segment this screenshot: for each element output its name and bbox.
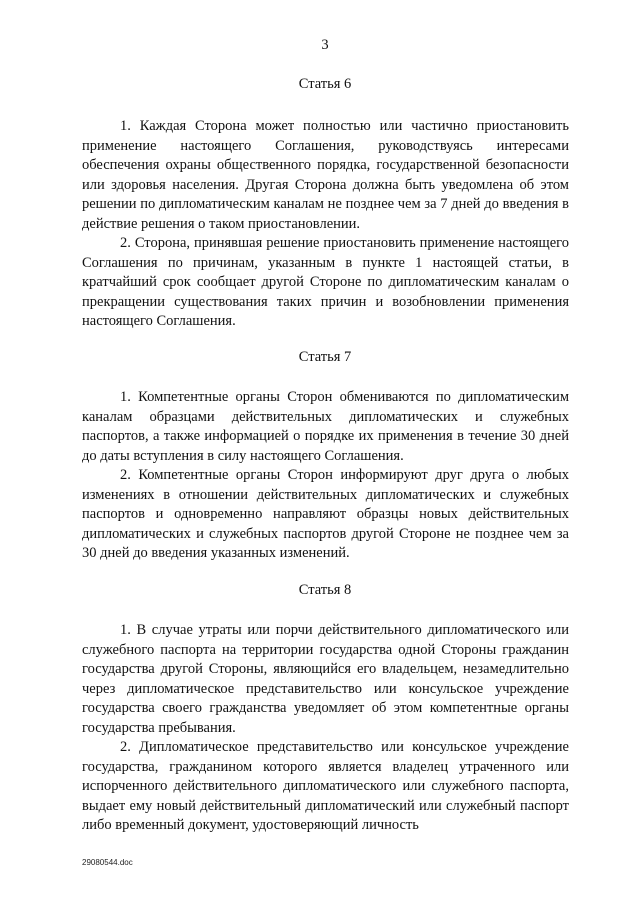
- article-6-paragraph-1: 1. Каждая Сторона может полностью или частично приостановить применение настоящего Соглашения, руководствуясь интересами обеспечения охраны общественного порядка, государственной безопасности или здоровья населения. Другая Сторона должна быть уведомлена об этом решении по дипломатическим каналам не позднее чем за 7 дней до введения в действие решения о таком приостановлении.: [82, 118, 569, 232]
- article-8-paragraph-1: 1. В случае утраты или порчи действительного дипломатического или служебного паспорта на территории государства одной Стороны гражданин государства другой Стороны, являющийся его владельцем, незамедлительно через дипломатическое представительство или консульское учреждение государства своего гражданства уведомляет об этом компетентные органы государства пребывания.: [82, 622, 569, 736]
- article-6-heading: Статья 6: [298, 76, 352, 92]
- article-8-heading: Статья 8: [298, 582, 352, 598]
- article-7-heading: Статья 7: [298, 349, 352, 365]
- article-6-paragraph-2: 2. Сторона, принявшая решение приостановить применение настоящего Соглашения по причинам, указанным в пункте 1 настоящей статьи, в кратчайший срок сообщает другой Стороне по дипломатическим каналам о прекращении существования таких причин и возобновлении применения настоящего Соглашения.: [82, 235, 569, 329]
- article-7-paragraph-2: 2. Компетентные органы Сторон информируют друг друга о любых изменениях в отношении действительных дипломатических и служебных паспортов и одновременно направляют образцы новых действительных дипломатических и служебных паспортов другой Стороне не позднее чем за 30 дней до введения указанных изменений.: [82, 467, 569, 561]
- page-number: 3: [321, 37, 329, 53]
- article-7-paragraph-1: 1. Компетентные органы Сторон обмениваются по дипломатическим каналам образцами действительных дипломатических и служебных паспортов, а также информацией о порядке их применения в течение 30 дней до даты вступления в силу настоящего Соглашения.: [82, 389, 569, 464]
- article-8-paragraph-2: 2. Дипломатическое представительство или консульское учреждение государства, гражданином которого является владелец утраченного или испорченного действительного дипломатического или служебного паспорта, выдает ему новый действительный дипломатический или служебный паспорт либо временный документ, удостоверяющий личность: [82, 739, 569, 833]
- document-filename-footer: 29080544.doc: [82, 858, 133, 867]
